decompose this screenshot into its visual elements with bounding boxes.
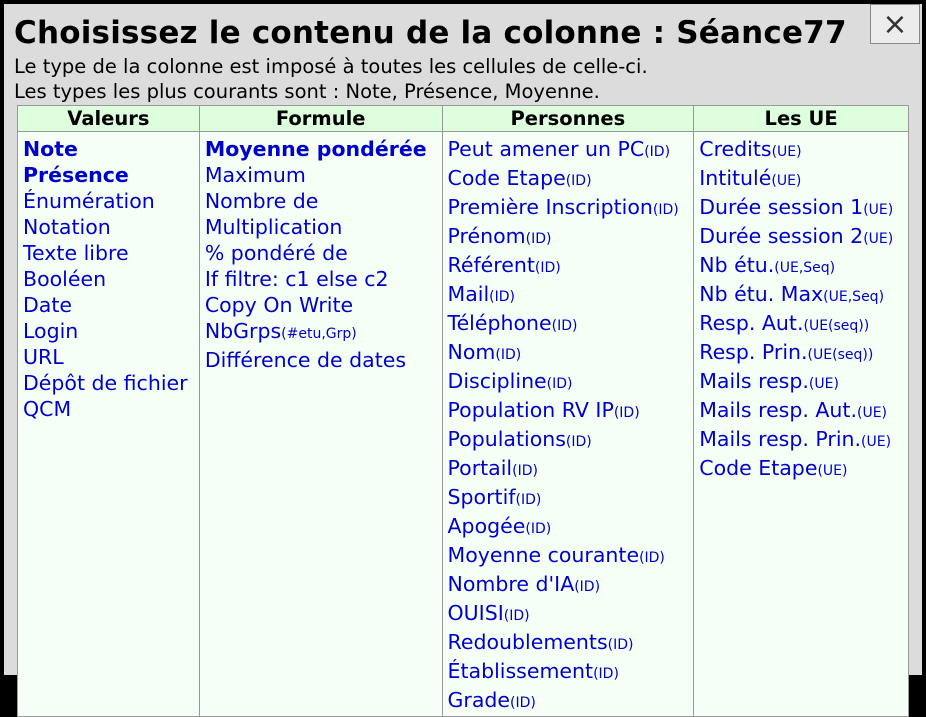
option-tag: (ID) bbox=[613, 405, 640, 421]
option-label: Code Etape bbox=[447, 166, 566, 190]
option-personnes-nom[interactable] bbox=[448, 339, 689, 368]
option-label: Login bbox=[23, 319, 79, 343]
option-label: Population RV IP bbox=[447, 398, 614, 422]
header-ue: Les UE bbox=[694, 106, 909, 132]
option-label: Nombre de bbox=[204, 189, 319, 213]
column-valeurs-list bbox=[18, 132, 200, 717]
option-valeurs-note[interactable] bbox=[23, 136, 194, 162]
option-personnes-ouisi[interactable] bbox=[448, 600, 689, 629]
option-label: Prénom bbox=[447, 224, 526, 248]
table-body-row bbox=[18, 132, 909, 717]
option-label: Note bbox=[23, 137, 78, 161]
option-formule-nombre-de[interactable] bbox=[205, 188, 437, 214]
option-tag: (UE) bbox=[863, 202, 894, 218]
option-ue-code-etape[interactable] bbox=[699, 455, 903, 484]
option-label: Copy On Write bbox=[204, 293, 354, 317]
option-personnes-moyenne-courante[interactable] bbox=[448, 542, 689, 571]
option-ue-resp-prin[interactable] bbox=[699, 339, 903, 368]
option-personnes-population-rv-ip[interactable] bbox=[448, 397, 689, 426]
option-label: Mail bbox=[447, 282, 490, 306]
column-personnes-list bbox=[442, 132, 694, 717]
option-personnes-prenom[interactable] bbox=[448, 223, 689, 252]
option-label: Nb étu. Max bbox=[699, 282, 824, 306]
option-label: Redoublements bbox=[447, 630, 608, 654]
option-tag: (ID) bbox=[593, 666, 619, 682]
option-label: Moyenne pondérée bbox=[204, 137, 427, 161]
option-label: Mails resp. Prin. bbox=[699, 427, 862, 451]
option-formule-nbgrps[interactable] bbox=[205, 318, 437, 347]
option-tag: (ID) bbox=[525, 521, 552, 537]
option-label: % pondéré de bbox=[204, 241, 348, 265]
option-label: Multiplication bbox=[204, 215, 343, 239]
option-label: Discipline bbox=[447, 369, 547, 393]
option-ue-intitule[interactable] bbox=[699, 165, 903, 194]
option-tag: (ID) bbox=[489, 289, 516, 305]
option-tag: (UE(seq)) bbox=[803, 318, 870, 334]
option-label: OUISI bbox=[447, 601, 504, 625]
option-label: QCM bbox=[23, 397, 72, 421]
option-label: Resp. Aut. bbox=[699, 311, 804, 335]
option-label: NbGrps bbox=[204, 319, 282, 343]
option-tag: (UE) bbox=[863, 231, 894, 247]
option-label: Booléen bbox=[23, 267, 107, 291]
option-ue-nb-etu[interactable] bbox=[699, 252, 903, 281]
option-tag: (UE) bbox=[808, 376, 839, 392]
option-tag: (ID) bbox=[495, 347, 522, 363]
option-tag: (ID) bbox=[546, 376, 573, 392]
option-tag: (UE) bbox=[771, 173, 802, 189]
option-formule-multiplication[interactable] bbox=[205, 214, 437, 240]
option-formule-if-filtre-c1-else-c2[interactable] bbox=[205, 266, 437, 292]
option-tag: (UE,Seq) bbox=[774, 260, 836, 276]
option-label: If filtre: c1 else c2 bbox=[204, 267, 389, 291]
option-valeurs-date[interactable] bbox=[23, 292, 194, 318]
option-valeurs-texte-libre[interactable] bbox=[23, 240, 194, 266]
table-header-row bbox=[18, 106, 909, 132]
option-label: Code Etape bbox=[699, 456, 818, 480]
option-label: Nb étu. bbox=[699, 253, 775, 277]
option-ue-nb-etu-max[interactable] bbox=[699, 281, 903, 310]
option-label: Intitulé bbox=[699, 166, 772, 190]
option-tag: (ID) bbox=[510, 695, 536, 711]
option-label: Établissement bbox=[447, 659, 594, 683]
option-label: Date bbox=[23, 293, 72, 317]
header-formule: Formule bbox=[199, 106, 442, 132]
option-ue-duree-session-1[interactable] bbox=[699, 194, 903, 223]
option-ue-resp-aut[interactable] bbox=[699, 310, 903, 339]
option-valeurs-qcm[interactable] bbox=[23, 396, 194, 422]
option-formule-maximum[interactable] bbox=[205, 162, 437, 188]
option-ue-mails-resp-aut[interactable] bbox=[699, 397, 903, 426]
dialog-subtitle-type-note: Le type de la colonne est imposé à toutes les cellules de celle-ci. bbox=[14, 55, 648, 78]
option-label: Sportif bbox=[447, 485, 516, 509]
option-formule-pondere-de[interactable] bbox=[205, 240, 437, 266]
option-tag: (ID) bbox=[639, 550, 665, 566]
option-personnes-apogee[interactable] bbox=[448, 513, 689, 542]
option-personnes-discipline[interactable] bbox=[448, 368, 689, 397]
option-tag: (UE) bbox=[771, 144, 802, 160]
option-personnes-nombre-d-ia[interactable] bbox=[448, 571, 689, 600]
option-tag: (UE(seq)) bbox=[807, 347, 874, 363]
option-ue-mails-resp-prin[interactable] bbox=[699, 426, 903, 455]
option-tag: (UE,Seq) bbox=[823, 289, 885, 305]
option-tag: (ID) bbox=[551, 318, 578, 334]
option-label: Présence bbox=[23, 163, 129, 187]
option-tag: (ID) bbox=[534, 260, 561, 276]
dialog-title: Choisissez le contenu de la colonne : Séance77 bbox=[14, 15, 847, 51]
column-type-dialog bbox=[4, 4, 922, 712]
option-formule-copy-on-write[interactable] bbox=[205, 292, 437, 318]
option-label: Référent bbox=[447, 253, 535, 277]
option-personnes-etablissement[interactable] bbox=[448, 658, 689, 687]
option-tag: (ID) bbox=[644, 144, 671, 160]
option-label: Maximum bbox=[204, 163, 306, 187]
option-valeurs-url[interactable] bbox=[23, 344, 194, 370]
header-personnes: Personnes bbox=[442, 106, 694, 132]
option-label: Mails resp. bbox=[699, 369, 809, 393]
option-tag: (ID) bbox=[515, 492, 542, 508]
option-ue-credits[interactable] bbox=[699, 136, 903, 165]
column-ue-list bbox=[694, 132, 909, 717]
option-tag: (UE) bbox=[861, 434, 892, 450]
option-valeurs-depot-de-fichier[interactable] bbox=[23, 370, 194, 396]
option-label: Différence de dates bbox=[204, 348, 407, 372]
option-tag: (ID) bbox=[607, 637, 634, 653]
option-ue-mails-resp[interactable] bbox=[699, 368, 903, 397]
option-label: Mails resp. Aut. bbox=[699, 398, 857, 422]
option-tag: (ID) bbox=[525, 231, 552, 247]
option-tag: (ID) bbox=[565, 173, 592, 189]
option-tag: (ID) bbox=[652, 202, 679, 218]
option-label: Durée session 2 bbox=[699, 224, 864, 248]
option-label: Moyenne courante bbox=[447, 543, 640, 567]
option-personnes-peut-amener-un-pc[interactable] bbox=[448, 136, 689, 165]
option-tag: (UE) bbox=[817, 463, 848, 479]
option-personnes-mail[interactable] bbox=[448, 281, 689, 310]
option-personnes-code-etape[interactable] bbox=[448, 165, 689, 194]
option-tag: (ID) bbox=[512, 463, 538, 479]
option-label: Dépôt de fichier bbox=[23, 371, 188, 395]
option-personnes-redoublements[interactable] bbox=[448, 629, 689, 658]
option-label: Grade bbox=[447, 688, 511, 712]
column-formule-list bbox=[199, 132, 442, 717]
option-label: Texte libre bbox=[23, 241, 129, 265]
option-valeurs-enumeration[interactable] bbox=[23, 188, 194, 214]
option-label: Durée session 1 bbox=[699, 195, 864, 219]
option-label: Téléphone bbox=[447, 311, 552, 335]
option-label: Portail bbox=[447, 456, 513, 480]
option-personnes-portail[interactable] bbox=[448, 455, 689, 484]
option-personnes-sportif[interactable] bbox=[448, 484, 689, 513]
option-personnes-populations[interactable] bbox=[448, 426, 689, 455]
option-label: Notation bbox=[23, 215, 111, 239]
column-type-table bbox=[17, 105, 909, 717]
option-personnes-telephone[interactable] bbox=[448, 310, 689, 339]
option-personnes-grade[interactable] bbox=[448, 687, 689, 716]
option-label: URL bbox=[23, 345, 64, 369]
close-icon: × bbox=[882, 6, 908, 42]
option-tag: (ID) bbox=[565, 434, 592, 450]
option-label: Peut amener un PC bbox=[447, 137, 645, 161]
dialog-subtitle-common-types: Les types les plus courants sont : Note, Présence, Moyenne. bbox=[14, 80, 600, 103]
option-formule-moyenne-ponderee[interactable] bbox=[205, 136, 437, 162]
option-tag: (ID) bbox=[503, 608, 530, 624]
option-label: Resp. Prin. bbox=[699, 340, 808, 364]
option-label: Première Inscription bbox=[447, 195, 653, 219]
option-label: Nom bbox=[447, 340, 496, 364]
option-valeurs-login[interactable] bbox=[23, 318, 194, 344]
close-button[interactable] bbox=[870, 4, 920, 44]
option-tag: (ID) bbox=[574, 579, 601, 595]
option-formule-difference-de-dates[interactable] bbox=[205, 347, 437, 373]
header-valeurs: Valeurs bbox=[18, 106, 200, 132]
option-label: Nombre d'IA bbox=[447, 572, 575, 596]
option-ue-duree-session-2[interactable] bbox=[699, 223, 903, 252]
option-label: Populations bbox=[447, 427, 566, 451]
option-valeurs-notation[interactable] bbox=[23, 214, 194, 240]
option-personnes-referent[interactable] bbox=[448, 252, 689, 281]
option-tag: (#etu,Grp) bbox=[281, 326, 357, 342]
option-personnes-premiere-inscription[interactable] bbox=[448, 194, 689, 223]
option-label: Apogée bbox=[447, 514, 526, 538]
option-valeurs-booleen[interactable] bbox=[23, 266, 194, 292]
option-label: Énumération bbox=[23, 189, 155, 213]
option-label: Credits bbox=[699, 137, 772, 161]
option-tag: (UE) bbox=[856, 405, 888, 421]
option-valeurs-presence[interactable] bbox=[23, 162, 194, 188]
